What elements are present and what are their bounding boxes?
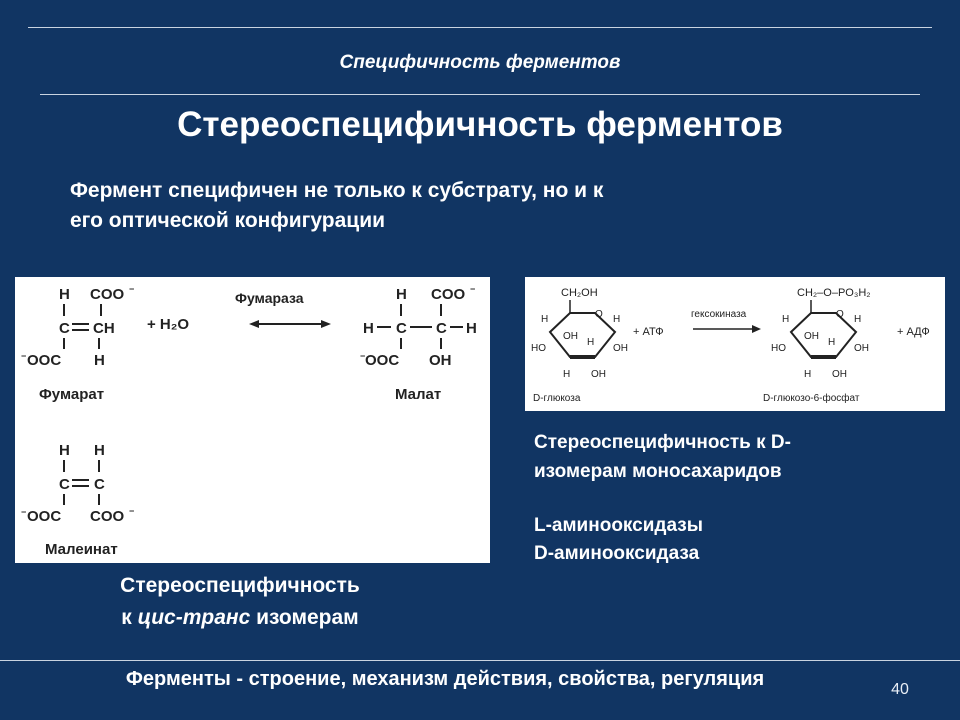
svg-text:H: H xyxy=(854,314,862,325)
atp-label: + АТФ xyxy=(633,326,664,338)
l-aminooxidase: L-аминооксидазы xyxy=(534,515,703,536)
svg-text:H: H xyxy=(466,320,477,337)
glucose-label: D-глюкоза xyxy=(533,393,581,404)
svg-text:OOC: OOC xyxy=(27,352,62,369)
svg-text:H: H xyxy=(59,286,70,303)
svg-text:OOC: OOC xyxy=(365,352,400,369)
hexokinase-label: гексокиназа xyxy=(691,309,747,320)
header-divider xyxy=(40,94,920,95)
cis-trans-suffix: изомерам xyxy=(250,606,359,629)
fumarase-figure xyxy=(15,277,490,563)
svg-text:COO: COO xyxy=(90,286,125,303)
cis-trans-caption-line-2 xyxy=(30,602,450,634)
svg-text:H: H xyxy=(363,320,374,337)
svg-text:OH: OH xyxy=(429,352,452,369)
svg-text:C: C xyxy=(59,476,70,493)
svg-text:OH: OH xyxy=(563,331,578,342)
adp-label: + АДФ xyxy=(897,326,930,338)
d-isomer-caption xyxy=(534,428,934,486)
svg-text:OH: OH xyxy=(804,331,819,342)
svg-text:C: C xyxy=(436,320,447,337)
svg-text:C: C xyxy=(59,320,70,337)
glucose-6-phosphate-label: D-глюкозо-6-фосфат xyxy=(763,393,860,404)
maleate-label: Малеинат xyxy=(45,541,118,558)
d-isomer-caption-line-1: Стереоспецифичность к D- xyxy=(534,432,791,453)
water-reagent: + H₂O xyxy=(147,316,190,333)
svg-text:H: H xyxy=(563,369,571,380)
fumarase-arrow xyxy=(235,290,331,328)
d-aminooxidase: D-аминооксидаза xyxy=(534,543,700,564)
page-number: 40 xyxy=(891,681,909,698)
svg-text:O: O xyxy=(595,309,603,320)
svg-text:−: − xyxy=(470,284,476,294)
malate-structure xyxy=(360,284,477,403)
hexokinase-arrow xyxy=(691,309,761,333)
svg-text:H: H xyxy=(587,337,595,348)
svg-text:COO: COO xyxy=(431,286,466,303)
cis-trans-prefix: к xyxy=(121,606,138,629)
svg-text:−: − xyxy=(129,506,135,516)
malate-label: Малат xyxy=(395,386,442,403)
fumarase-label: Фумараза xyxy=(235,290,304,306)
svg-text:OH: OH xyxy=(854,343,869,354)
top-divider xyxy=(28,27,932,28)
svg-text:−: − xyxy=(360,351,366,361)
svg-text:H: H xyxy=(804,369,812,380)
fumarate-label: Фумарат xyxy=(39,386,105,403)
svg-text:C: C xyxy=(94,476,105,493)
svg-text:H: H xyxy=(541,314,549,325)
hexokinase-diagram xyxy=(525,277,945,411)
svg-text:COO: COO xyxy=(90,508,125,525)
svg-text:H: H xyxy=(94,352,105,369)
glucose-group: CH₂OH xyxy=(561,287,598,299)
intro-text xyxy=(70,176,900,236)
intro-line-2: его оптической конфигурации xyxy=(70,209,386,232)
maleate-structure xyxy=(21,442,134,558)
svg-text:−: − xyxy=(21,507,27,517)
svg-text:H: H xyxy=(828,337,836,348)
svg-text:OOC: OOC xyxy=(27,508,62,525)
svg-text:−: − xyxy=(129,284,135,294)
glucose-6-phosphate-structure xyxy=(763,287,871,404)
svg-text:H: H xyxy=(396,286,407,303)
glucose-structure xyxy=(531,287,628,404)
svg-text:OH: OH xyxy=(613,343,628,354)
fumarase-diagram xyxy=(15,277,490,563)
svg-text:O: O xyxy=(836,309,844,320)
footer-divider xyxy=(0,660,960,661)
svg-text:H: H xyxy=(782,314,790,325)
svg-text:OH: OH xyxy=(832,369,847,380)
svg-text:CH: CH xyxy=(93,320,115,337)
svg-text:HO: HO xyxy=(771,343,786,354)
cis-trans-term: цис-транс xyxy=(137,606,251,629)
aminooxidase-list xyxy=(534,512,934,568)
intro-line-1: Фермент специфичен не только к субстрату, но и к xyxy=(70,179,604,202)
svg-text:−: − xyxy=(21,351,27,361)
svg-text:C: C xyxy=(396,320,407,337)
cis-trans-caption-line-1: Стереоспецифичность xyxy=(120,574,360,597)
fumarate-structure xyxy=(21,284,134,403)
hexokinase-figure xyxy=(525,277,945,411)
slide-title: Стереоспецифичность ферментов xyxy=(177,105,783,144)
svg-text:OH: OH xyxy=(591,369,606,380)
cis-trans-caption xyxy=(30,570,450,634)
svg-text:H: H xyxy=(94,442,105,459)
svg-text:HO: HO xyxy=(531,343,546,354)
svg-text:H: H xyxy=(613,314,621,325)
d-isomer-caption-line-2: изомерам моносахаридов xyxy=(534,461,782,482)
svg-text:H: H xyxy=(59,442,70,459)
phosphate-group: CH₂–O–PO₃H₂ xyxy=(797,287,871,299)
section-title: Специфичность ферментов xyxy=(339,52,621,73)
footer-text: Ферменты - строение, механизм действия, свойства, регуляция xyxy=(125,668,765,690)
